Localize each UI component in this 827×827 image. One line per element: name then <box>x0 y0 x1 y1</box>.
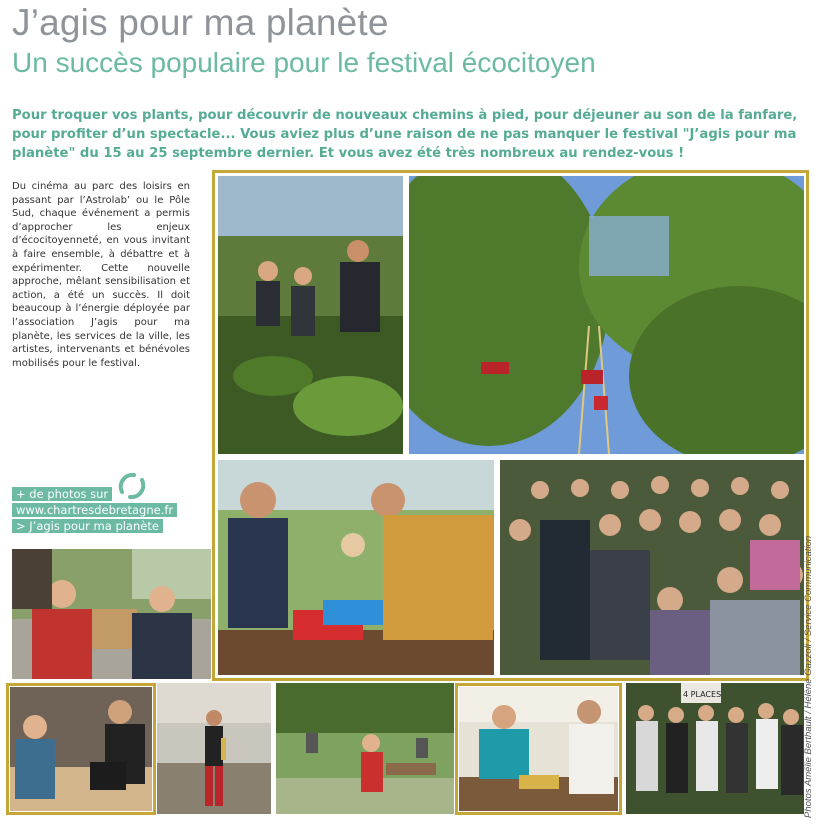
city-logo-icon <box>116 470 148 502</box>
album-link[interactable]: > J’agis pour ma planète <box>12 519 163 533</box>
photo-child-workshop <box>10 687 152 811</box>
website-link[interactable]: www.chartresdebretagne.fr <box>12 503 177 517</box>
page-title: J’agis pour ma planète <box>12 2 389 43</box>
photo-children-boxes <box>12 549 211 679</box>
more-photos-label: + de photos sur <box>12 487 112 501</box>
photo-credit: Photos Amélie Berthault / Hélène Gazzoli / Service Communication <box>803 535 814 818</box>
intro-paragraph: Pour troquer vos plants, pour découvrir de nouveaux chemins à pied, pour déjeuner au son de la fanfare, pour profiter d’un spectacle... Vous aviez plus d’une raison de ne pas manquer le festival "J’agis pour ma planète" du 15 au 25 septembre dernier. Et vous avez été très nombreux au rendez-vous ! <box>12 108 798 161</box>
photo-water-workshop <box>218 460 494 675</box>
photo-park-reading <box>276 683 454 814</box>
photo-links <box>12 487 177 535</box>
photo-tree-acrobats <box>409 176 804 454</box>
photo-saxophone <box>157 683 271 814</box>
photo-drawing-activity <box>459 687 618 811</box>
page-subtitle: Un succès populaire pour le festival écocitoyen <box>12 47 596 78</box>
body-paragraph: Du cinéma au parc des loisirs en passant par l’Astrolab’ ou le Pôle Sud, chaque événement a permis d’approcher les enjeux d’écocitoyenneté, en vous invitant à faire ensemble, à débattre et à expérimenter. Cette nouvelle approche, mêlant sensibilisation et action, a été un succès. Il doit beaucoup à l’énergie déployée par l’association J’agis pour ma planète, les services de la ville, les artistes, intervenants et bénévoles mobilisés pour le festival. <box>12 181 190 369</box>
photo-group-sign <box>626 683 804 814</box>
places-sign: 4 PLACES <box>683 690 722 699</box>
photo-plant-swap <box>218 176 403 454</box>
photo-crowd <box>500 460 804 675</box>
